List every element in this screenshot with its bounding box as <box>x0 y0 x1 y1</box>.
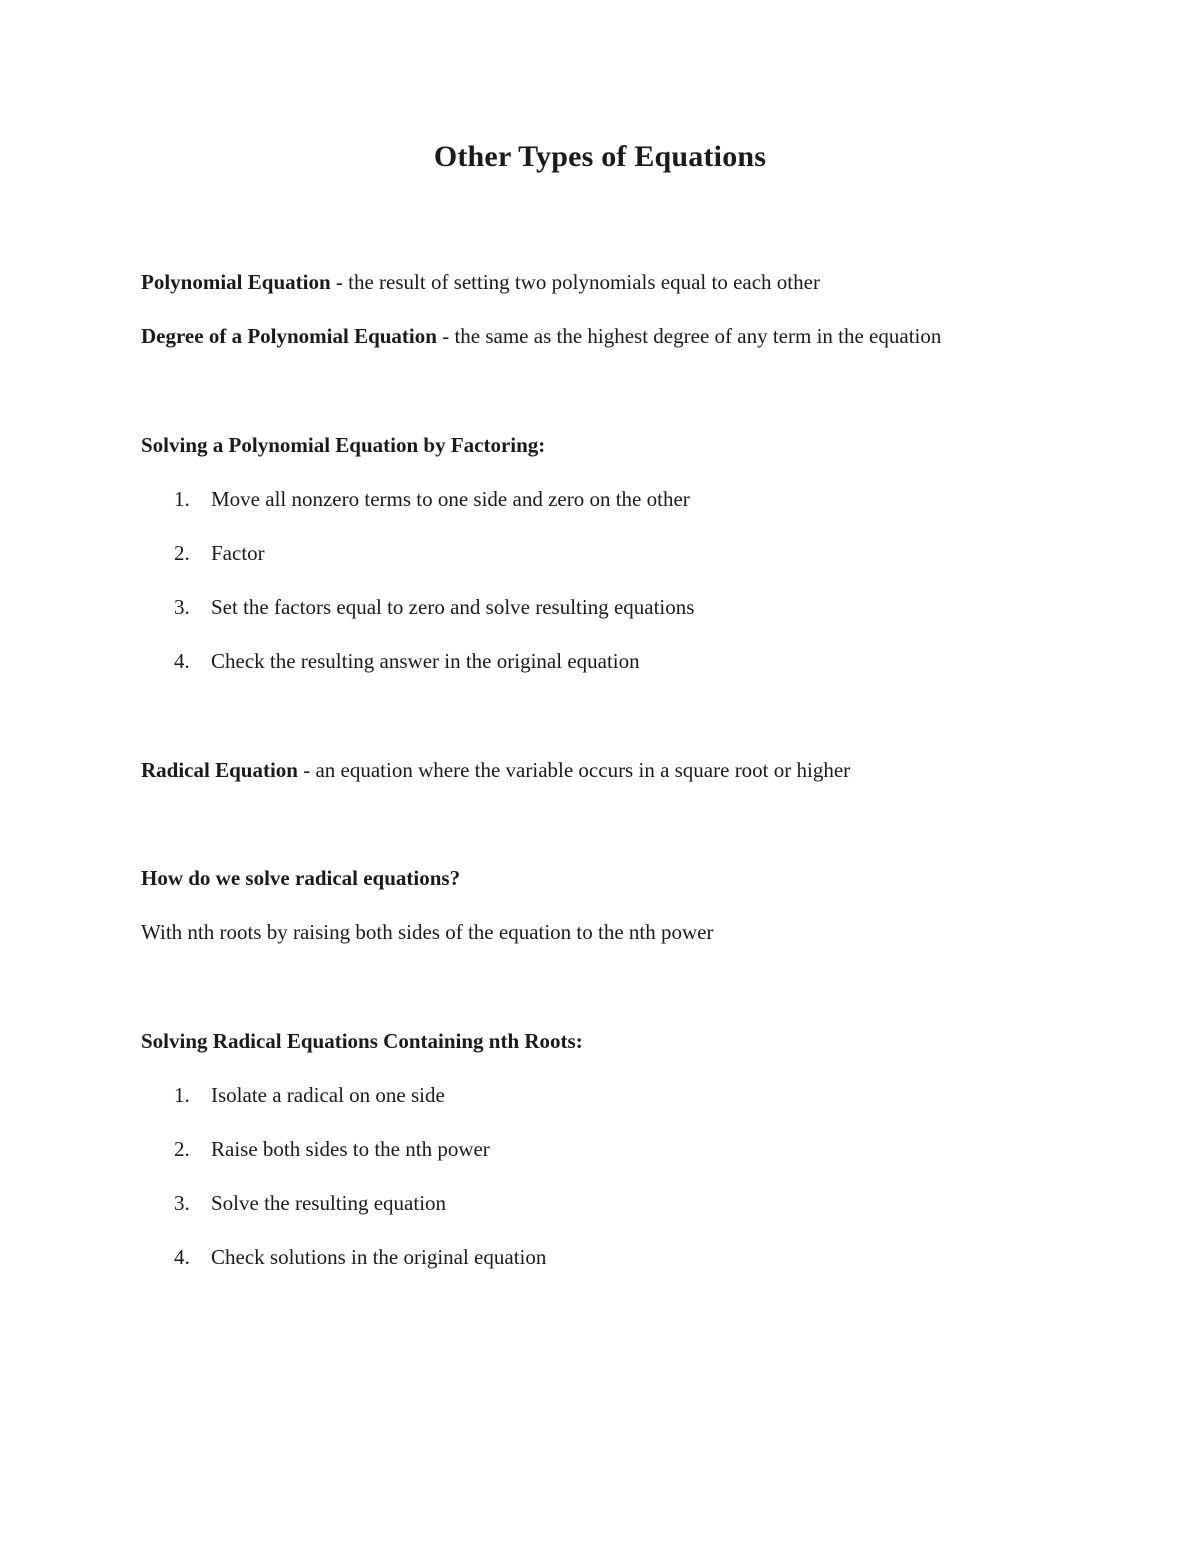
list-item <box>174 1189 446 1217</box>
definition-term: Radical Equation <box>141 758 298 782</box>
definition-term: Degree of a Polynomial Equation <box>141 324 437 348</box>
list-text: Solve the resulting equation <box>211 1191 447 1215</box>
list-number: 1. <box>174 487 190 511</box>
list-item <box>174 1243 546 1271</box>
list-text: Isolate a radical on one side <box>211 1083 445 1107</box>
question-answer: With nth roots by raising both sides of the equation to the nth power <box>141 920 714 944</box>
definition-text: - an equation where the variable occurs in a square root or higher <box>297 758 851 782</box>
list-number: 4. <box>174 1245 190 1269</box>
list-number: 3. <box>174 595 190 619</box>
list-item <box>174 593 694 621</box>
list-text: Check the resulting answer in the original equation <box>211 649 640 673</box>
list-text: Set the factors equal to zero and solve resulting equations <box>211 595 695 619</box>
definition-text: - the same as the highest degree of any term in the equation <box>436 324 942 348</box>
factoring-heading: Solving a Polynomial Equation by Factoring: <box>141 433 546 457</box>
list-number: 4. <box>174 649 190 673</box>
definition-text: - the result of setting two polynomials equal to each other <box>330 270 820 294</box>
question-heading: How do we solve radical equations? <box>141 866 461 890</box>
definition-polynomial-equation <box>141 268 820 296</box>
list-text: Raise both sides to the nth power <box>211 1137 490 1161</box>
list-text: Move all nonzero terms to one side and zero on the other <box>211 487 690 511</box>
definition-term: Polynomial Equation <box>141 270 331 294</box>
list-item <box>174 1081 445 1109</box>
list-number: 3. <box>174 1191 190 1215</box>
list-item <box>174 539 265 567</box>
list-item <box>174 1135 490 1163</box>
list-item <box>174 485 690 513</box>
list-text: Factor <box>211 541 265 565</box>
list-number: 1. <box>174 1083 190 1107</box>
definition-degree <box>141 322 941 350</box>
page-title: Other Types of Equations <box>433 140 767 173</box>
list-item <box>174 647 640 675</box>
list-number: 2. <box>174 1137 190 1161</box>
list-number: 2. <box>174 541 190 565</box>
radical-steps-heading: Solving Radical Equations Containing nth Roots: <box>141 1029 583 1053</box>
list-text: Check solutions in the original equation <box>211 1245 547 1269</box>
definition-radical-equation <box>141 756 850 784</box>
